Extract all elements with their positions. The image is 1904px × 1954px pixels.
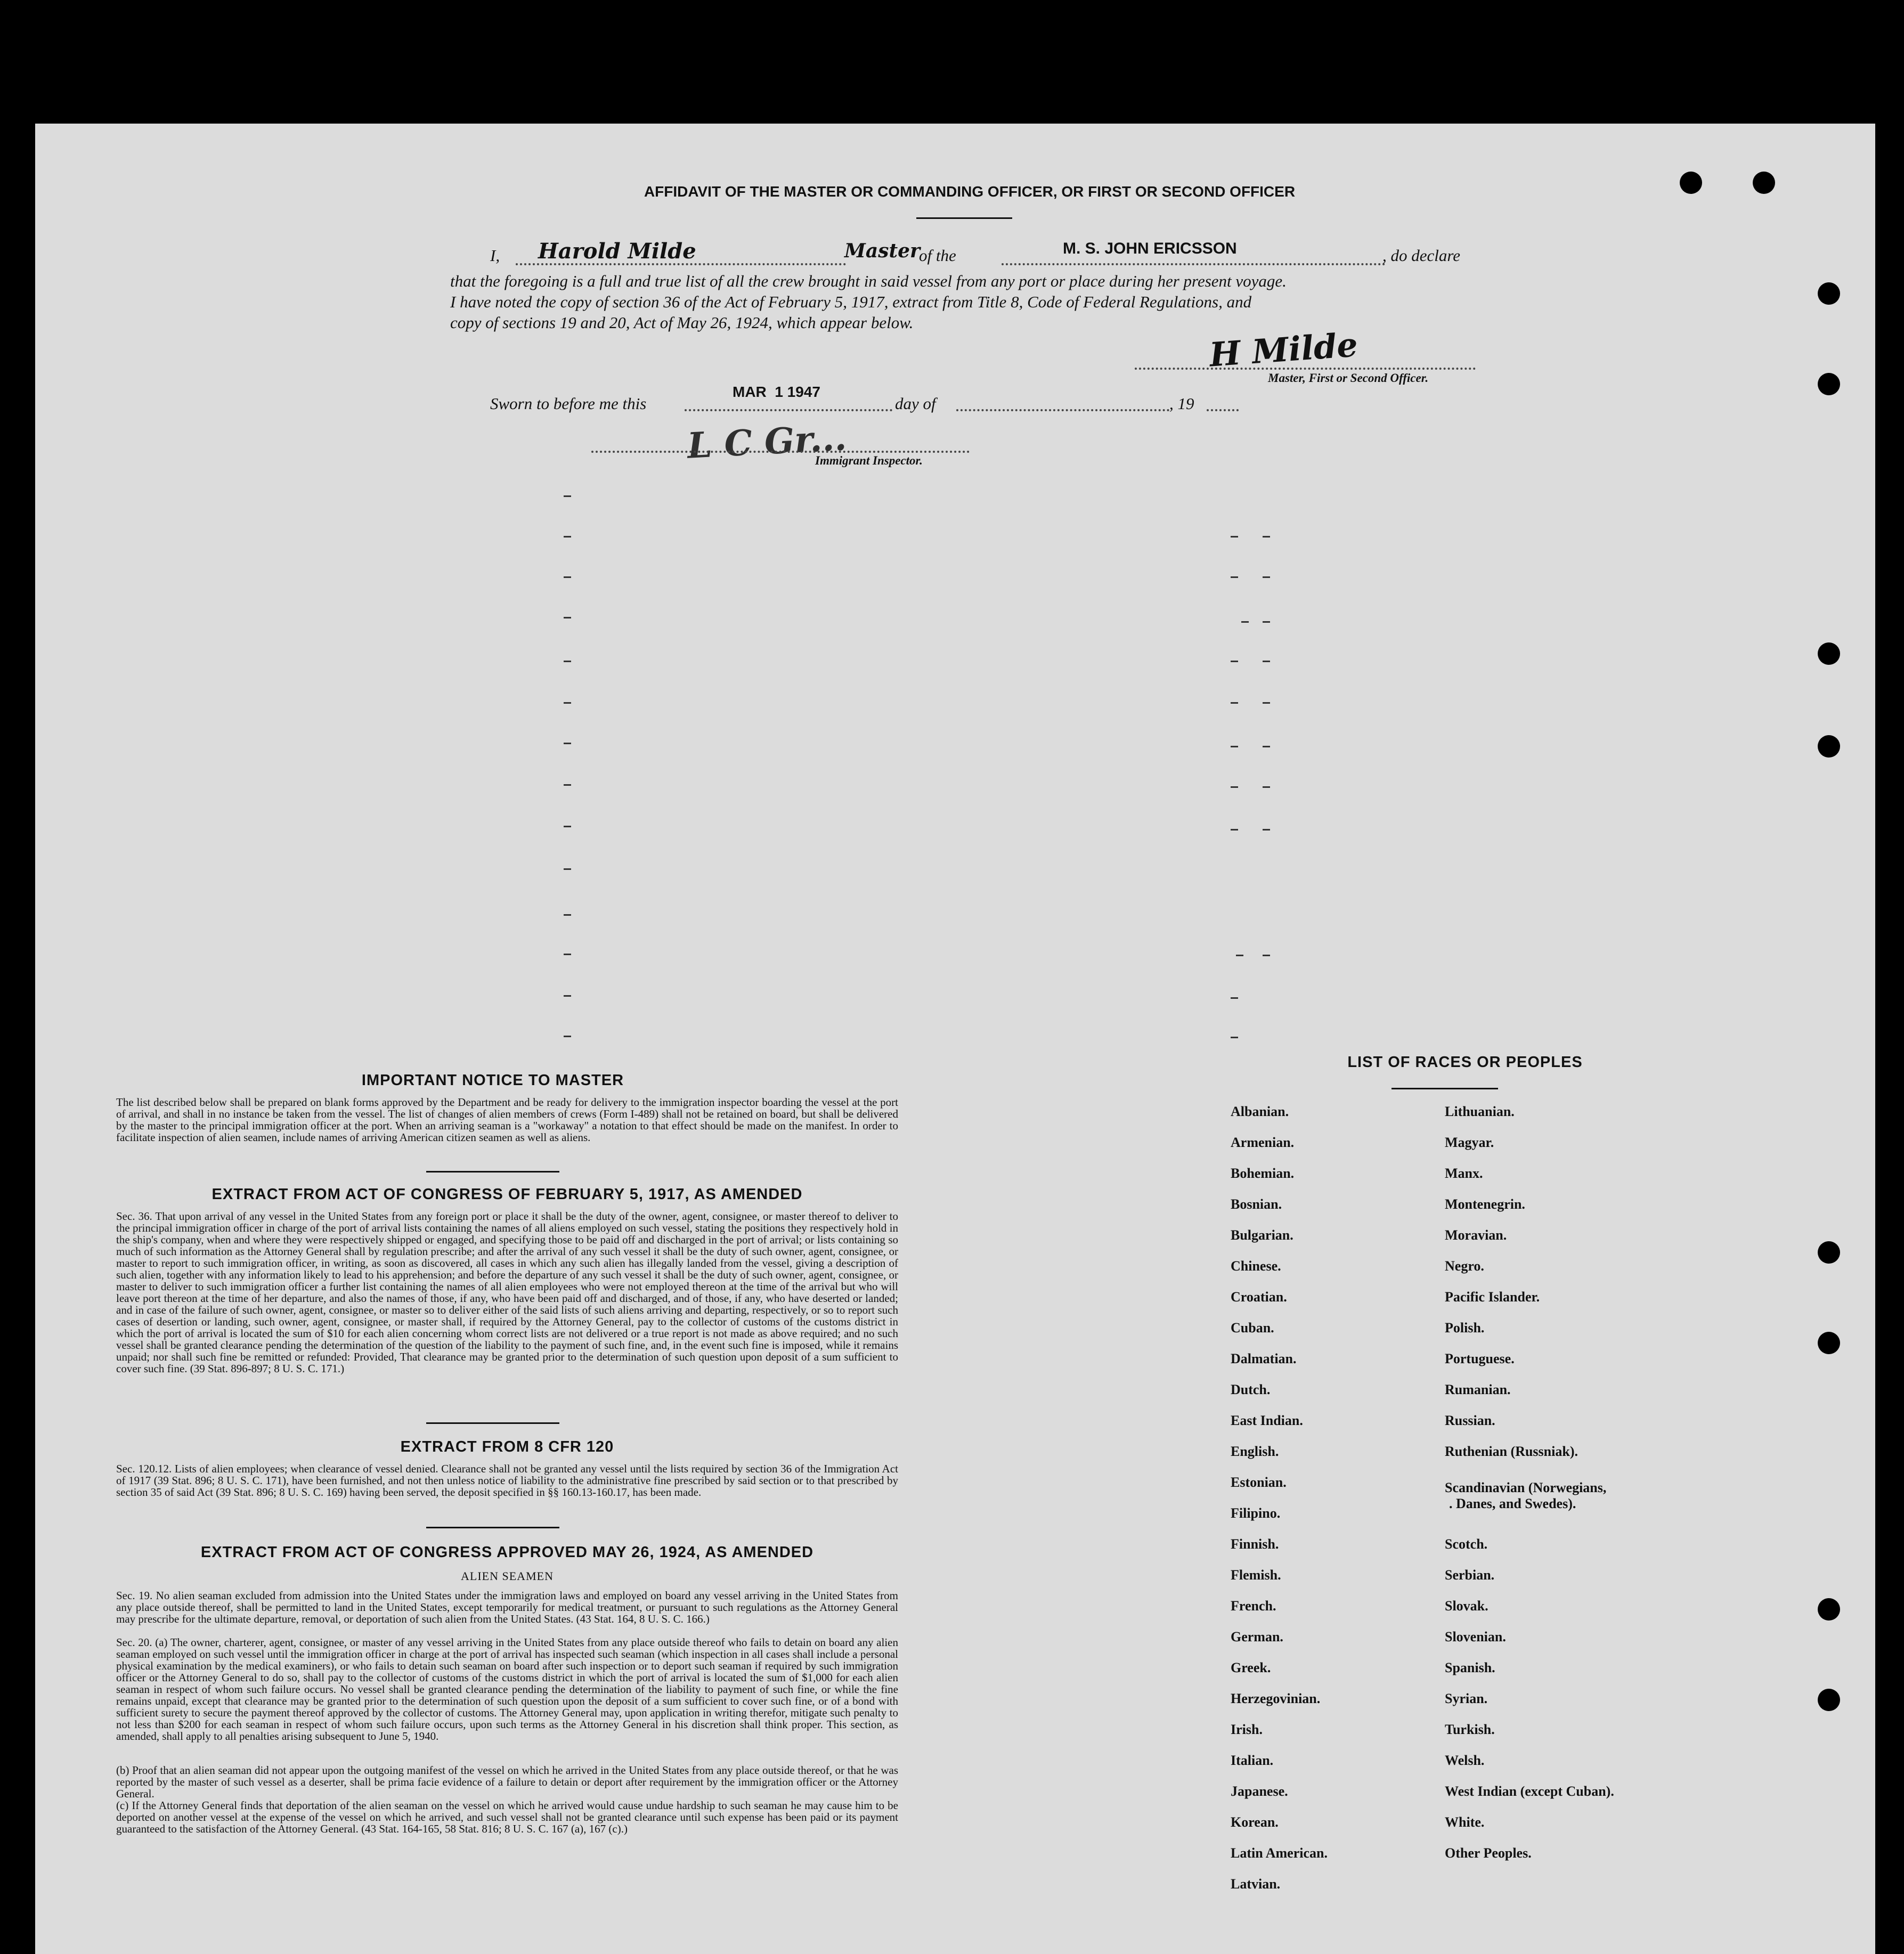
dash-mark xyxy=(1231,661,1238,662)
dash-mark xyxy=(1231,997,1238,999)
extract-1924-title: EXTRACT FROM ACT OF CONGRESS APPROVED MAY 26, 1924, AS AMENDED xyxy=(200,1544,814,1561)
race-item: Croatian. xyxy=(1231,1289,1287,1305)
extract-1924-sec20c: (c) If the Attorney General finds that deportation of the alien seaman on the vessel on which he arrived would cause undue hardship to such seaman he may cause him to be deported on another vessel at the expense of the vessel on which he arrived, and such vessel shall not be granted clearance until such expense has been paid or its payment guaranteed to the satisfaction of the Attorney General. (43 Stat. 164-165, 58 Stat. 816; 8 U. S. C. 167 (a), 167 (c).) xyxy=(116,1799,898,1835)
year-label: , 19 xyxy=(1169,394,1194,413)
sworn-date-line xyxy=(685,409,892,411)
dash-mark xyxy=(564,743,571,744)
dash-mark xyxy=(1241,621,1249,623)
divider xyxy=(426,1527,559,1528)
inspector-signature: L C Gr... xyxy=(686,417,848,467)
race-item: German. xyxy=(1231,1629,1283,1644)
punch-hole xyxy=(1818,373,1840,395)
race-item: Turkish. xyxy=(1445,1722,1495,1737)
affidavit-line-4: copy of sections 19 and 20, Act of May 26, 1924, which appear below. xyxy=(450,313,914,332)
dash-mark xyxy=(564,495,571,497)
sworn-label: Sworn to before me this xyxy=(490,394,647,413)
race-item: Welsh. xyxy=(1445,1753,1485,1768)
race-item: Portuguese. xyxy=(1445,1351,1515,1366)
race-item: Bohemian. xyxy=(1231,1166,1295,1181)
master-signature-caption: Master, First or Second Officer. xyxy=(1268,371,1429,385)
dash-mark xyxy=(1231,786,1238,788)
race-item: Lithuanian. xyxy=(1445,1104,1515,1119)
race-item: Chinese. xyxy=(1231,1258,1281,1274)
extract-1924-sec19: Sec. 19. No alien seaman excluded from admission into the United States under the immigration laws and employed on board any vessel arriving in the United States from any place outside thereof, shall be permitted to land in the United States, except temporarily for medical treatment, or pursuant to such regulations as the Attorney General may prescribe for the ultimate departure, removal, or deportation of such alien from the United States. (43 Stat. 164, 8 U. S. C. 166.) xyxy=(116,1589,898,1625)
races-title: LIST OF RACES OR PEOPLES xyxy=(1347,1054,1583,1071)
race-item: English. xyxy=(1231,1444,1279,1459)
race-item: Manx. xyxy=(1445,1166,1483,1181)
race-item: White. xyxy=(1445,1814,1485,1830)
race-item: Montenegrin. xyxy=(1445,1196,1525,1212)
notice-title: IMPORTANT NOTICE TO MASTER xyxy=(361,1072,624,1089)
dash-mark xyxy=(1231,746,1238,747)
race-item: Moravian. xyxy=(1445,1227,1507,1243)
punch-hole xyxy=(1818,1241,1840,1264)
of-the-label: of the xyxy=(919,246,956,265)
race-item: . Danes, and Swedes). xyxy=(1449,1496,1576,1511)
punch-hole xyxy=(1818,642,1840,665)
race-item: Dutch. xyxy=(1231,1382,1271,1397)
dash-mark xyxy=(1263,576,1270,578)
affidavit-line-1 xyxy=(490,246,500,265)
do-declare-label: , do declare xyxy=(1382,246,1461,265)
race-item: Rumanian. xyxy=(1445,1382,1511,1397)
race-item: Negro. xyxy=(1445,1258,1484,1274)
dash-mark xyxy=(1263,536,1270,538)
race-item: Magyar. xyxy=(1445,1135,1494,1150)
race-item: Syrian. xyxy=(1445,1691,1488,1706)
race-item: Pacific Islander. xyxy=(1445,1289,1540,1305)
race-item: Latin American. xyxy=(1231,1845,1328,1861)
inspector-signature-line xyxy=(591,451,970,453)
race-item: Other Peoples. xyxy=(1445,1845,1532,1861)
year-line xyxy=(1207,409,1239,411)
master-signature-line xyxy=(1135,368,1476,370)
race-item: Dalmatian. xyxy=(1231,1351,1297,1366)
dash-mark xyxy=(1263,621,1270,623)
dash-mark xyxy=(564,617,571,618)
dash-mark xyxy=(1263,746,1270,747)
race-item: Herzegovinian. xyxy=(1231,1691,1321,1706)
race-item: Japanese. xyxy=(1231,1784,1288,1799)
affidavit-line-3: I have noted the copy of section 36 of the Act of February 5, 1917, extract from Title 8, Code of Federal Regulations, and xyxy=(450,292,1252,311)
master-signature: H Milde xyxy=(1208,325,1359,374)
race-item: Korean. xyxy=(1231,1814,1279,1830)
punch-hole xyxy=(1818,735,1840,758)
race-item: Serbian. xyxy=(1445,1567,1495,1583)
dash-mark xyxy=(564,954,571,955)
race-item: East Indian. xyxy=(1231,1413,1303,1428)
extract-1924-sec20b: (b) Proof that an alien seaman did not appear upon the outgoing manifest of the vessel on which he arrived in the United States from any place outside thereof, or that he was reported by the master of such vessel as a deserter, shall be prima facie evidence of a failure to detain or deport after requirement by the immigration officer or the Attorney General. xyxy=(116,1764,898,1800)
notice-body: The list described below shall be prepared on blank forms approved by the Department and be ready for delivery to the immigration inspector boarding the vessel at the port of arrival, and shall in no instance be taken from the vessel. The list of changes of alien members of crews (Form I-489) shall not be retained on board, but shall be delivered by the master to the principal immigration officer at the port. When an arriving seaman is a "workaway" a notation to that effect should be made on the manifest. In order to facilitate inspection of alien seamen, include names of arriving American citizen seamen as well as aliens. xyxy=(116,1096,898,1144)
dash-mark xyxy=(1231,829,1238,831)
master-name-handwritten: Harold Milde xyxy=(538,239,696,264)
race-item: West Indian (except Cuban). xyxy=(1445,1784,1614,1799)
sworn-date-stamp: MAR 1 1947 xyxy=(733,384,820,400)
race-item: Slovenian. xyxy=(1445,1629,1506,1644)
extract-1917-title: EXTRACT FROM ACT OF CONGRESS OF FEBRUARY 5, 1917, AS AMENDED xyxy=(211,1186,803,1203)
vessel-name: M. S. JOHN ERICSSON xyxy=(1063,240,1237,257)
dash-mark xyxy=(1263,829,1270,831)
race-item: French. xyxy=(1231,1598,1276,1614)
dash-mark xyxy=(1236,955,1243,956)
divider xyxy=(426,1171,559,1173)
dash-mark xyxy=(564,1036,571,1037)
race-item: Flemish. xyxy=(1231,1567,1281,1583)
affidavit-title: AFFIDAVIT OF THE MASTER OR COMMANDING OFFICER, OR FIRST OR SECOND OFFICER xyxy=(644,183,1296,200)
extract-1924-subtitle: ALIEN SEAMEN xyxy=(461,1569,554,1583)
dash-mark xyxy=(564,784,571,786)
dash-mark xyxy=(1231,1037,1238,1038)
scan-border xyxy=(1875,124,1904,1954)
punch-hole xyxy=(1818,1332,1840,1354)
dash-mark xyxy=(1231,536,1238,538)
divider xyxy=(426,1422,559,1424)
dash-mark xyxy=(564,995,571,997)
race-item: Latvian. xyxy=(1231,1876,1281,1892)
race-item: Bulgarian. xyxy=(1231,1227,1293,1243)
day-of-label: day of xyxy=(895,394,936,413)
punch-hole xyxy=(1818,282,1840,305)
dash-mark xyxy=(1231,702,1238,704)
i-label: I, xyxy=(490,246,500,265)
dash-mark xyxy=(564,576,571,578)
race-item: Scotch. xyxy=(1445,1536,1488,1552)
race-item: Filipino. xyxy=(1231,1505,1281,1521)
punch-hole xyxy=(1818,1598,1840,1621)
race-item: Irish. xyxy=(1231,1722,1263,1737)
extract-cfr-title: EXTRACT FROM 8 CFR 120 xyxy=(400,1438,614,1455)
punch-hole xyxy=(1753,172,1775,194)
race-item: Spanish. xyxy=(1445,1660,1495,1675)
dash-mark xyxy=(564,868,571,870)
master-name-line xyxy=(516,263,846,265)
race-item: Ruthenian (Russniak). xyxy=(1445,1444,1578,1459)
dash-mark xyxy=(564,702,571,704)
dash-mark xyxy=(1263,955,1270,956)
punch-hole xyxy=(1680,172,1702,194)
extract-1924-sec20a: Sec. 20. (a) The owner, charterer, agent, consignee, or master of any vessel arriving in the United States from any place outside thereof who fails to detain on board any alien seaman employed on such vessel until the immigration officer in charge at the port of arrival has inspected such seaman (which inspection in all cases shall include a personal physical examination by the medical examiners), or who fails to detain such seaman on board after such inspection or to deport such seaman if required by such immigration officer or the Attorney General to do so, shall pay to the collector of customs of the customs district in which the port of arrival is located the sum of $1,000 for each alien seaman in respect of whom such failure occurs. No vessel shall be granted clearance pending the determination of the liability to payment of such fine, or while the fine remains unpaid, except that clearance may be granted prior to the determination of such question upon the deposit of a sum sufficient to cover such fine, or of a bond with sufficient surety to secure the payment thereof approved by the collector of customs. The Attorney General may, upon application in writing therefor, mitigate such penalty to not less than $200 for each seaman in respect of whom such failure occurs, upon such terms as the Attorney General in his discretion shall think proper. This section, as amended, shall apply to all penalties arising subsequent to June 5, 1940. xyxy=(116,1636,898,1743)
race-item: Armenian. xyxy=(1231,1135,1295,1150)
affidavit-line-2: that the foregoing is a full and true list of all the crew brought in said vessel from any port or place during her present voyage. xyxy=(450,272,1287,290)
race-item: Russian. xyxy=(1445,1413,1495,1428)
race-item: Polish. xyxy=(1445,1320,1485,1336)
dash-mark xyxy=(564,826,571,827)
dash-mark xyxy=(1263,661,1270,662)
races-divider xyxy=(1392,1088,1498,1089)
capacity-handwritten: Master xyxy=(844,240,920,262)
dash-mark xyxy=(564,914,571,916)
extract-cfr-body: Sec. 120.12. Lists of alien employees; when clearance of vessel denied. Clearance shall not be granted any vessel until the lists required by section 36 of the Immigration Act of 1917 (39 Stat. 896; 8 U. S. C. 171), have been furnished, and not then unless notice of liability to the administrative fine prescribed by said section or to that prescribed by section 35 of said Act (39 Stat. 896; 8 U. S. C. 169) having been served, the deposit specified in §§ 160.13-160.17, has been made. xyxy=(116,1462,898,1499)
punch-hole xyxy=(1818,1689,1840,1711)
dash-mark xyxy=(1263,786,1270,788)
race-item: Estonian. xyxy=(1231,1475,1287,1490)
dash-mark xyxy=(1263,702,1270,704)
race-item: Italian. xyxy=(1231,1753,1274,1768)
extract-1917-body: Sec. 36. That upon arrival of any vessel in the United States from any foreign port or place it shall be the duty of the owner, agent, consignee, or master thereof to deliver to the principal immigration officer in charge of the port of arrival lists containing the names of all aliens employed on such vessel, stating the positions they respectively hold in the ship's company, when and where they were respectively shipped or engaged, and specifying those to be paid off and discharged in the port of arrival; or lists containing so much of such information as the Attorney General shall by regulation prescribe; and after the arrival of any such vessel it shall be the duty of such owner, agent, consignee, or master to report to such immigration officer, in writing, as soon as discovered, all cases in which any such alien has illegally landed from the vessel, giving a description of such alien, together with any information likely to lead to his apprehension; and before the departure of any such vessel it shall be the duty of such owner, agent, consignee, or master to deliver to such immigration officer a further list containing the names of all alien employees who were not employed thereon at the time of the arrival but who will leave port thereon at the time of her departure, and also the names of those, if any, who have been paid off and discharged, and of those, if any, who have deserted or landed; and in case of the failure of such owner, agent, consignee, or master so to deliver either of the said lists of such aliens arriving and departing, respectively, or so to report such cases of desertion or landing, such owner, agent, consignee, or master shall, if required by the Attorney General, pay to the collector of customs of the customs district in which the port of arrival is located the sum of $10 for each alien concerning whom correct lists are not delivered or a true report is not made as above required; and no such vessel shall be granted clearance pending the determination of the question of the liability to the payment of such fine, and, in the event such fine is imposed, while it remains unpaid; nor shall such fine be remitted or refunded: Provided, That clearance may be granted prior to the determination of such question upon deposit of a sum sufficient to cover such fine. (39 Stat. 896-897; 8 U. S. C. 171.) xyxy=(116,1210,898,1375)
race-item: Finnish. xyxy=(1231,1536,1279,1552)
race-item: Cuban. xyxy=(1231,1320,1274,1336)
dash-mark xyxy=(1231,576,1238,578)
inspector-caption: Immigrant Inspector. xyxy=(815,454,923,467)
race-item: Albanian. xyxy=(1231,1104,1289,1119)
race-item: Slovak. xyxy=(1445,1598,1488,1614)
dash-mark xyxy=(564,536,571,538)
race-item: Greek. xyxy=(1231,1660,1271,1675)
month-line xyxy=(956,409,1169,411)
title-underline xyxy=(916,217,1012,219)
vessel-name-line xyxy=(1002,263,1385,265)
dash-mark xyxy=(564,661,571,662)
race-item: Bosnian. xyxy=(1231,1196,1282,1212)
race-item: Scandinavian (Norwegians, xyxy=(1445,1480,1607,1495)
